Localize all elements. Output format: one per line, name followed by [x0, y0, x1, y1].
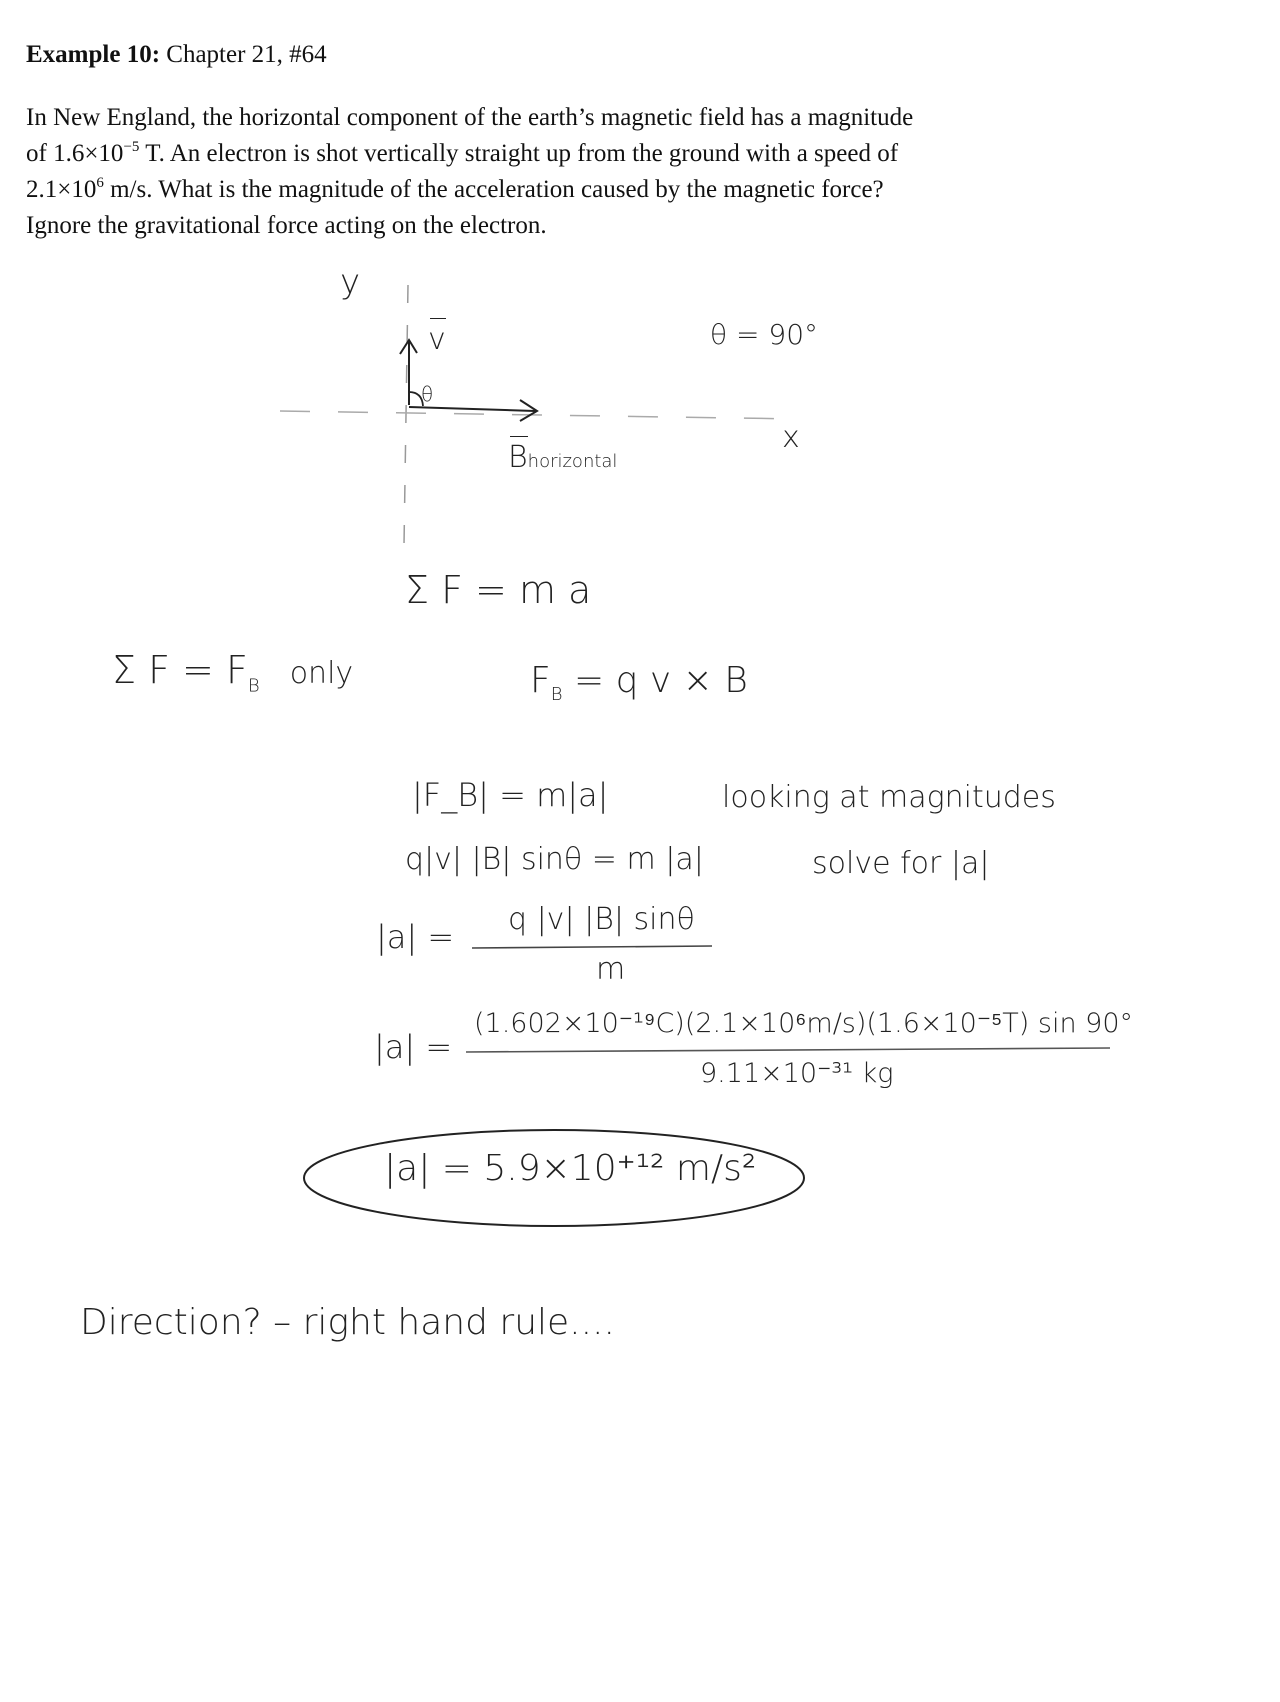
b-field-label: Bhorizontal: [508, 440, 618, 475]
y-axis-label: y: [340, 262, 361, 302]
acceleration-lhs: |a| =: [376, 918, 455, 956]
fraction-bar-1: [472, 946, 712, 948]
net-force-statement: Σ $F = F_B$ only: [112, 648, 354, 697]
problem-line-1: In New England, the horizontal component of the earth’s magnetic field has a magnitude: [26, 104, 914, 131]
lorentz-force: $F_B = q$ v × B: [530, 660, 748, 706]
problem-line-3: $2.1\times 10^6$ m/s. What is the magnitude of the acceleration caused by the magnetic force?: [26, 175, 884, 203]
x-axis-label: x: [782, 420, 800, 455]
substitution-denominator: 9.11×10⁻³¹ kg: [700, 1058, 894, 1089]
acceleration-denominator: m: [596, 952, 626, 987]
magnitude-equation: |F_B| = m|a|: [412, 776, 609, 814]
x-axis-line: [280, 411, 800, 419]
fraction-bar-2: [466, 1048, 1110, 1052]
newton-second-law: Σ F = m a: [405, 568, 592, 612]
theta-angle-label: θ: [421, 382, 434, 406]
velocity-label: v: [428, 322, 446, 357]
y-axis-line: [404, 285, 408, 545]
theta-value: θ = 90°: [710, 318, 819, 351]
substitution-lhs: |a| =: [374, 1028, 453, 1066]
direction-note: Direction? – right hand rule....: [80, 1302, 615, 1343]
example-label: Example 10:: [26, 41, 161, 68]
substitution-numerator: (1.602×10⁻¹⁹C)(2.1×10⁶m/s)(1.6×10⁻⁵T) sin 90°: [474, 1008, 1134, 1039]
expanded-equation: q|v| |B| sinθ = m |a|: [405, 842, 704, 877]
magnitudes-note: looking at magnitudes: [722, 780, 1056, 815]
solve-note: solve for |a|: [812, 846, 990, 881]
final-answer: |a| = 5.9×10⁺¹² m/s²: [384, 1148, 757, 1189]
b-field-arrow-shaft: [409, 407, 535, 411]
problem-line-2: of $1.6\times 10^{-5}$ T. An electron is shot vertically straight up from the ground with a speed of: [26, 139, 899, 167]
chapter-reference: Chapter 21, #64: [166, 41, 327, 68]
acceleration-numerator: q |v| |B| sinθ: [508, 902, 695, 937]
problem-line-4: Ignore the gravitational force acting on the electron.: [26, 212, 547, 239]
